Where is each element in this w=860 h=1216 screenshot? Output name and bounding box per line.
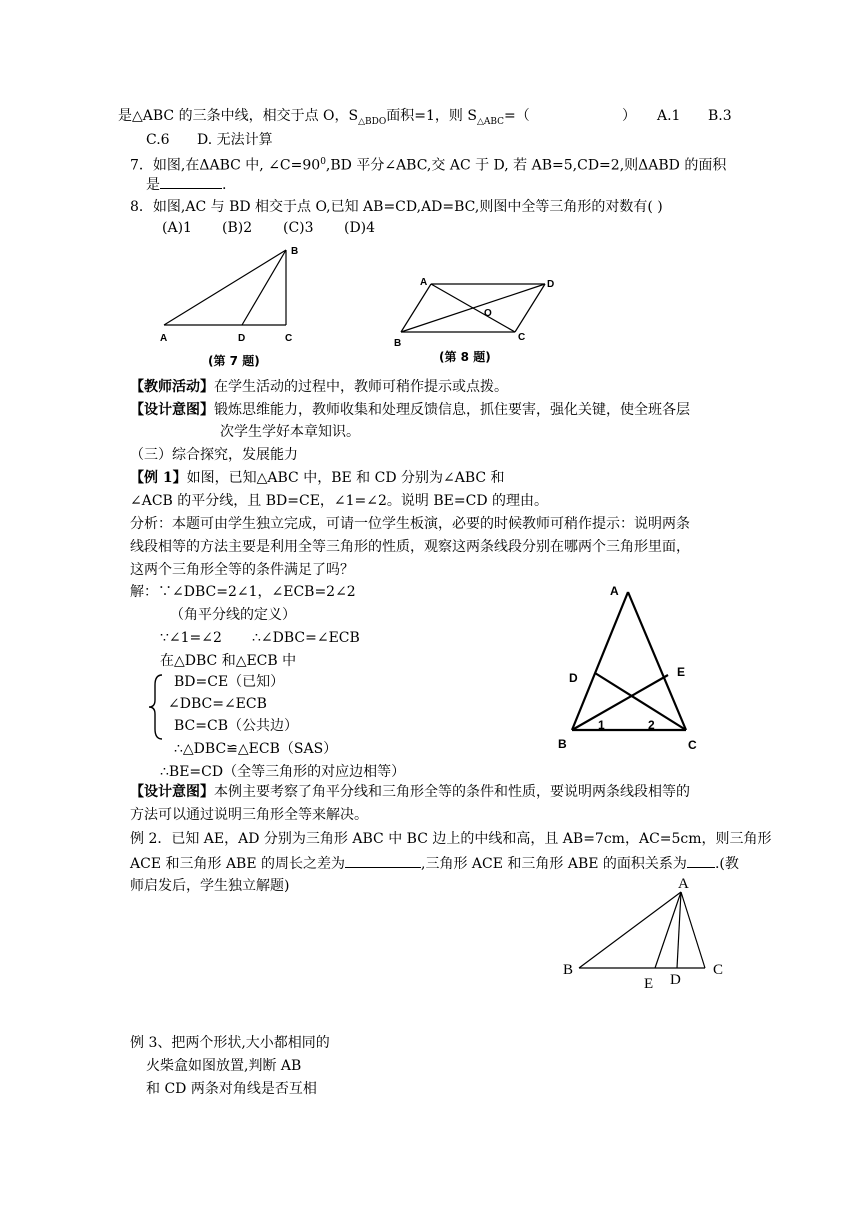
ex1-label-a: A: [610, 584, 619, 598]
fig7-label-d: D: [238, 333, 246, 344]
ex2-side-ac: [681, 892, 705, 968]
ex1-label-d: D: [569, 671, 578, 685]
design-intent-1-line1: 【设计意图】锻炼思维能力，教师收集和处理反馈信息，抓住要害，强化关键，使全班各层: [130, 402, 690, 418]
teacher-activity: 【教师活动】在学生活动的过程中，教师可稍作提示或点拨。: [130, 379, 508, 395]
ex1-label-b: B: [558, 737, 567, 751]
design-intent-2-line2: 方法可以通过说明三角形全等来解决。: [130, 807, 368, 823]
solution-line3b: ∴∠DBC=∠ECB: [252, 630, 360, 646]
fig8-side-dc: [515, 284, 545, 332]
design-intent-2-line1: 【设计意图】本例主要考察了角平分线和三角形全等的条件和性质，要说明两条线段相等的: [130, 784, 690, 800]
figure-q7: [150, 240, 320, 360]
fig7-label-a: A: [160, 333, 168, 344]
fig8-label-o: O: [484, 308, 492, 319]
brace-item-1: BD=CE（已知）: [174, 674, 285, 690]
design-intent-1-line2: 次学生学好本章知识。: [220, 424, 360, 440]
q6-option-b: B.3: [708, 108, 732, 124]
fig7-label-b: B: [291, 246, 299, 257]
q7-answer-blank: [160, 174, 222, 189]
solution-line1: 解：∵∠DBC=2∠1，∠ECB=2∠2: [130, 584, 356, 600]
ex2-label-a: A: [678, 876, 689, 892]
q6-line: 是△ABC 的三条中线，相交于点 O，$S_{\triangle BDO}$面积=1，则 $S_{\triangle ABC}=$（: [118, 108, 530, 127]
ex2-label-b: B: [563, 962, 574, 978]
fig8-label-d: D: [547, 279, 555, 290]
fig7-caption: (第 7 题): [208, 354, 260, 368]
fig8-caption: (第 8 题): [439, 350, 491, 364]
analysis-line1: 分析：本题可由学生独立完成，可请一位学生板演，必要的时候教师可稍作提示：说明两条: [130, 516, 690, 532]
fig7-side-ab: [164, 250, 286, 325]
ex1-label-angle-1: 1: [598, 718, 605, 732]
brace-item-2: ∠DBC=∠ECB: [168, 696, 267, 712]
fig8-side-ba: [401, 284, 431, 332]
q6-option-a: A.1: [657, 108, 681, 124]
ex1-side-ab: [572, 592, 628, 730]
figure-example-2: [555, 870, 735, 995]
brace-item-3: BC=CB（公共边）: [174, 718, 298, 734]
example-2-line1: 例 2．已知 AE，AD 分别为三角形 ABC 中 BC 边上的中线和高，且 AB=7cm，AC=5cm，则三角形: [130, 831, 772, 847]
analysis-line2: 线段相等的方法主要是利用全等三角形的性质，观察这两条线段分别在哪两个三角形里面，: [130, 539, 690, 555]
ex1-label-e: E: [677, 665, 686, 679]
ex1-label-angle-2: 2: [648, 718, 655, 732]
fig7-segment-bd: [242, 250, 286, 325]
solution-line4: 在△DBC 和△ECB 中: [160, 653, 297, 669]
example-3-line1: 例 3、把两个形状,大小都相同的: [130, 1035, 330, 1051]
q7-line1: 7．如图,在ΔABC 中, $\angle C=90^0,BD$ 平分∠ABC,交 AC 于 D, 若 AB=5,CD=2,则ΔABD 的面积: [130, 157, 727, 174]
solution-line3a: ∵∠1=∠2: [160, 630, 222, 646]
q6-option-d: D. 无法计算: [197, 132, 273, 148]
ex2-label-e: E: [644, 976, 654, 992]
solution-line5: ∴△DBC≌△ECB（SAS）: [174, 741, 338, 757]
q8-question: 8．如图,AC 与 BD 相交于点 O,已知 AB=CD,AD=BC,则图中全等三角形的对数有( ): [130, 199, 663, 215]
ex2-label-c: C: [713, 962, 724, 978]
q8-option-b: (B)2: [222, 220, 253, 236]
solution-line6: ∴BE=CD（全等三角形的对应边相等）: [160, 764, 406, 780]
ex1-side-ac: [628, 592, 686, 730]
fig8-label-a: A: [420, 277, 428, 288]
q8-option-d: (D)4: [344, 220, 376, 236]
curly-brace: [146, 672, 166, 742]
figure-example-1: [550, 578, 710, 756]
fig7-label-c: C: [285, 333, 293, 344]
ex2-side-ab: [579, 892, 681, 968]
area-answer-blank: [687, 853, 715, 868]
q7-line2: 是 .: [146, 174, 226, 195]
q6-option-c: C.6: [146, 132, 170, 148]
figure-q8: [385, 270, 565, 350]
ex1-segment-cd: [595, 673, 686, 730]
perimeter-answer-blank: [345, 853, 421, 868]
fig8-label-c: C: [518, 332, 526, 343]
ex1-label-c: C: [688, 738, 697, 752]
q8-option-c: (C)3: [283, 220, 314, 236]
example-3-line2: 火柴盒如图放置,判断 AB: [146, 1058, 302, 1074]
analysis-line3: 这两个三角形全等的条件满足了吗？: [130, 562, 354, 578]
section-heading: （三）综合探究，发展能力: [130, 447, 298, 463]
q6-close-paren: ）: [622, 108, 636, 124]
ex2-label-d: D: [670, 972, 681, 988]
fig8-label-b: B: [394, 338, 402, 349]
example-2-line3: 师启发后，学生独立解题): [130, 878, 290, 894]
example-1-line2: ∠ACB 的平分线，且 BD=CE，∠1=∠2。说明 BE=CD 的理由。: [130, 493, 548, 509]
q8-option-a: (A)1: [162, 220, 192, 236]
fig8-diagonal-bd: [401, 284, 545, 332]
example-3-line3: 和 CD 两条对角线是否互相: [146, 1081, 317, 1097]
solution-line2: （角平分线的定义）: [170, 607, 296, 623]
example-2-line2: ACE 和三角形 ABE 的周长之差为 ,三角形 ACE 和三角形 ABE 的面积关系为 .(教: [130, 853, 739, 874]
example-1-line1: 【例 1】如图，已知△ABC 中，BE 和 CD 分别为∠ABC 和: [130, 470, 505, 486]
